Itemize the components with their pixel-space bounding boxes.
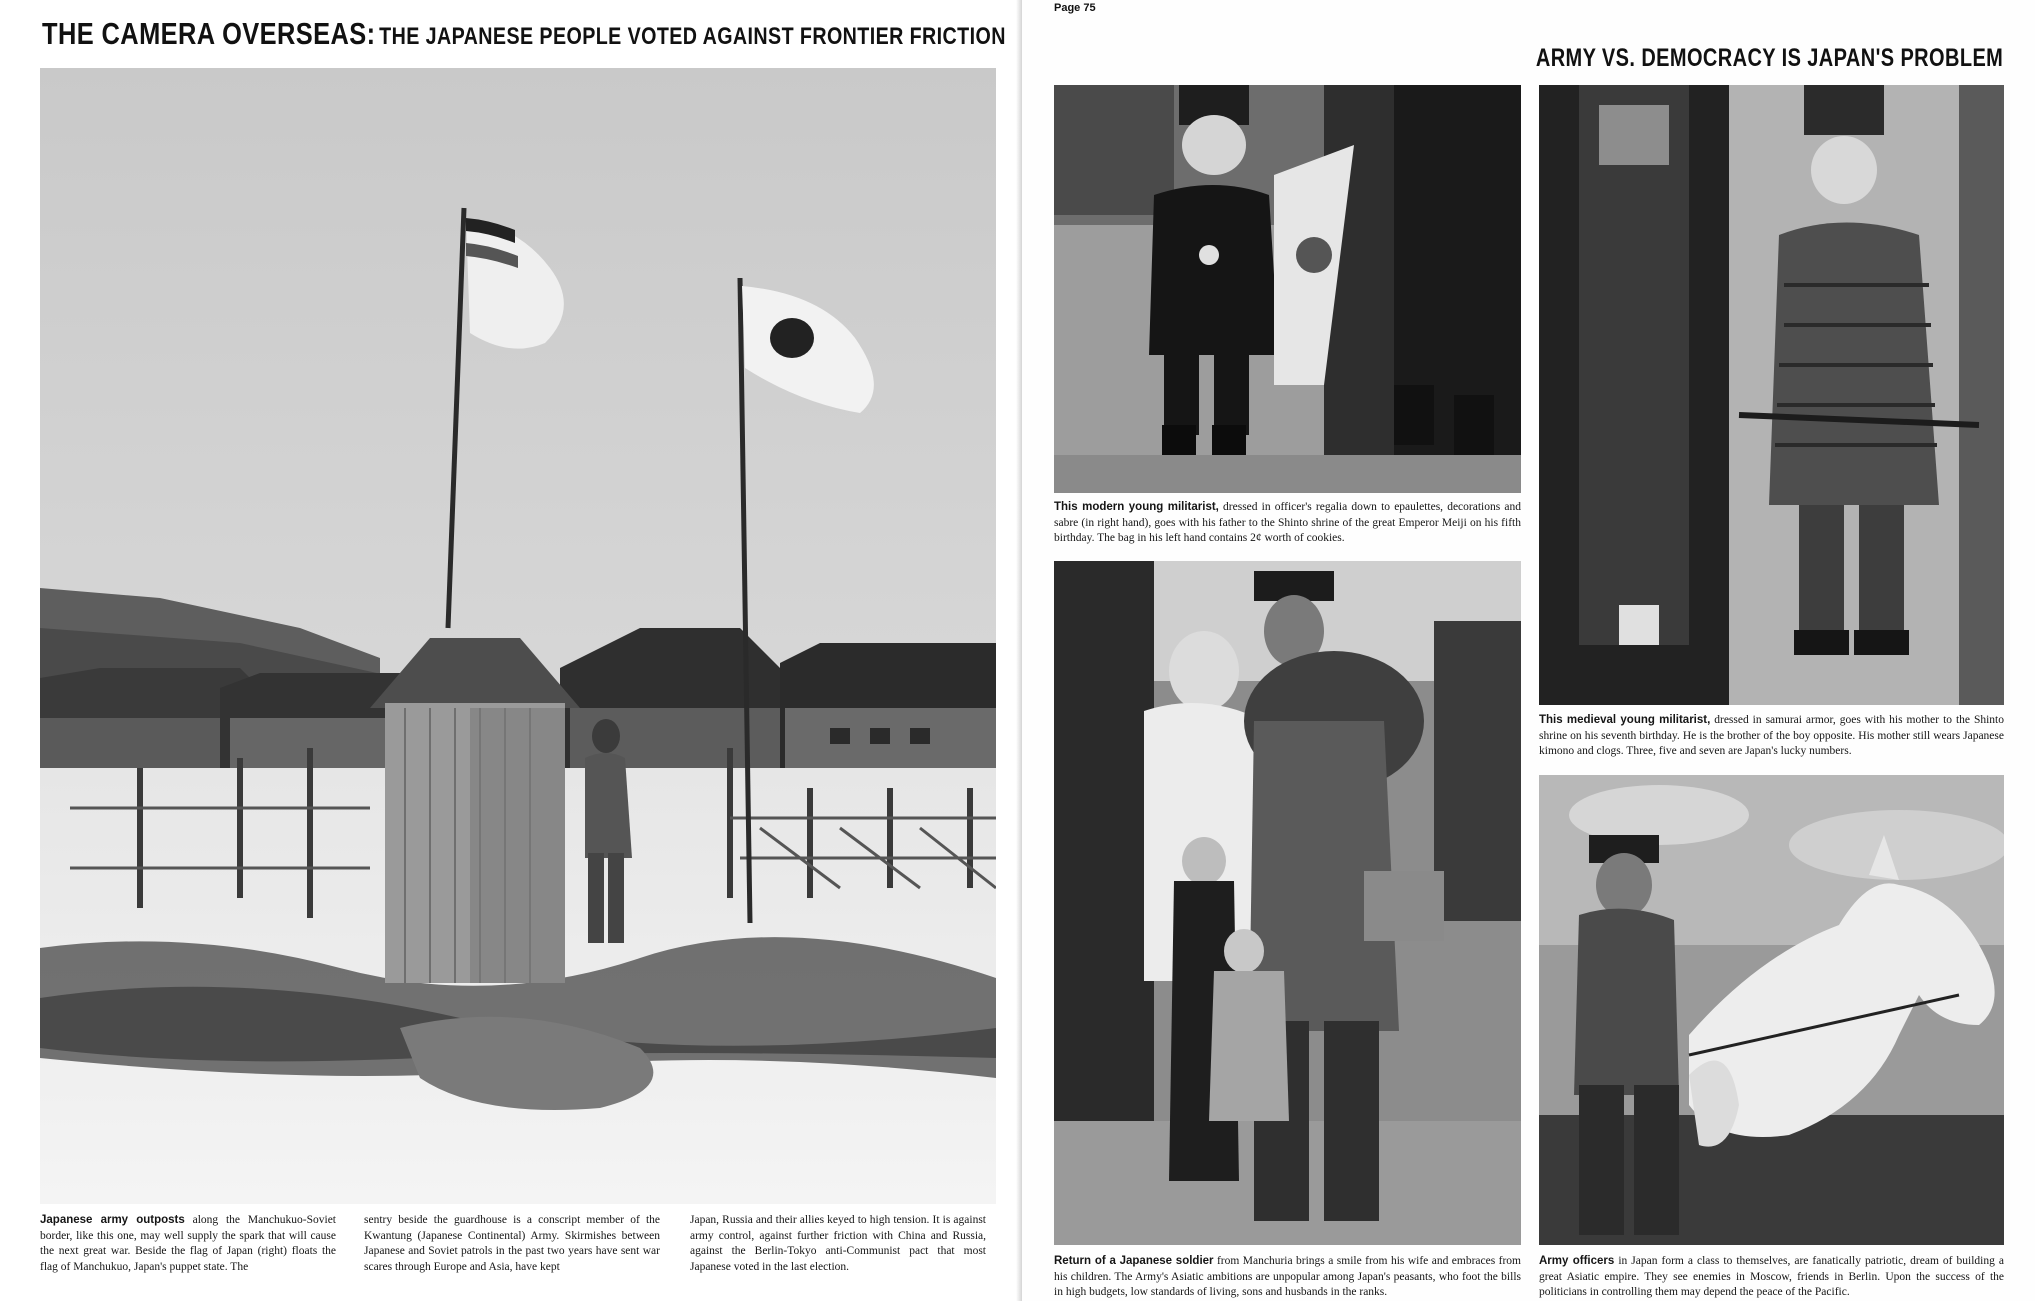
left-caption-col1-text: along the Manchukuo-Soviet border, like this one, may well supply the spark that will cause the next great war. Beside the flag of Japan (right) floats the flag of Manchukuo, Japan's puppet state. The bbox=[40, 1214, 336, 1273]
returning-soldier-photo bbox=[1054, 561, 1521, 1245]
medieval-militarist-caption-lead: This medieval young militarist, bbox=[1539, 714, 1711, 726]
army-officer-drawing bbox=[1539, 775, 2004, 1245]
outpost-photo bbox=[40, 68, 996, 1204]
left-caption-lead: Japanese army outposts bbox=[40, 1214, 185, 1226]
modern-militarist-caption-lead: This modern young militarist, bbox=[1054, 501, 1219, 513]
left-caption-col3 bbox=[690, 1213, 986, 1275]
returning-soldier-caption-lead: Return of a Japanese soldier bbox=[1054, 1255, 1214, 1267]
headline-sub: THE JAPANESE PEOPLE VOTED AGAINST FRONTIER FRICTION bbox=[379, 23, 1006, 50]
modern-militarist-caption bbox=[1054, 500, 1521, 547]
outpost-photo-drawing bbox=[40, 68, 996, 1204]
medieval-militarist-caption bbox=[1539, 713, 2004, 760]
returning-soldier-drawing bbox=[1054, 561, 1521, 1245]
army-officer-caption bbox=[1539, 1254, 2004, 1301]
page-number: Page 75 bbox=[1054, 2, 1096, 14]
left-caption-col2-text: sentry beside the guardhouse is a conscript member of the Kwantung (Japanese Continental) Army. Skirmishes between Japanese and Soviet patrols in the past two years have sent war scares through Europe and Asia, have kept bbox=[364, 1214, 660, 1273]
medieval-militarist-caption-body: dressed in samurai armor, goes with his mother to the Shinto shrine on his seventh birthday. He is the brother of the boy opposite. His mother still wears Japanese kimono and clogs. Three, five and seven are Japan's lucky numbers. bbox=[1539, 714, 2004, 757]
army-officer-caption-body: in Japan form a class to themselves, are fanatically patriotic, dream of building a great Asiatic empire. They see enemies in Moscow, friends in Berlin. Upon the success of the politicians in controlling them may depend the peace of the Pacific. bbox=[1539, 1255, 2005, 1298]
left-caption-col3-text: Japan, Russia and their allies keyed to high tension. It is against army control, against further friction with China and Russia, against the Berlin-Tokyo anti-Communist pact that most Japanese voted in the last election. bbox=[690, 1214, 986, 1273]
right-headline: ARMY VS. DEMOCRACY IS JAPAN'S PROBLEM bbox=[1535, 44, 2003, 72]
medieval-militarist-drawing bbox=[1539, 85, 2004, 705]
left-caption-col2 bbox=[364, 1213, 660, 1275]
left-headline bbox=[42, 16, 1022, 60]
modern-militarist-photo bbox=[1054, 85, 1521, 493]
medieval-militarist-photo bbox=[1539, 85, 2004, 705]
returning-soldier-caption bbox=[1054, 1254, 1521, 1301]
army-officer-caption-lead: Army officers bbox=[1539, 1255, 1615, 1267]
left-caption-col1 bbox=[40, 1213, 336, 1275]
modern-militarist-drawing bbox=[1054, 85, 1521, 493]
returning-soldier-caption-body: from Manchuria brings a smile from his wife and embraces from his children. The Army's Asiatic ambitions are unpopular among Japan's peasants, who foot the bills in high budgets, low standards of living, sons and husbands in the ranks. bbox=[1054, 1255, 1521, 1298]
army-officer-photo bbox=[1539, 775, 2004, 1245]
headline-main: THE CAMERA OVERSEAS: bbox=[42, 16, 376, 51]
modern-militarist-caption-body: dressed in officer's regalia down to epaulettes, decorations and sabre (in right hand), goes with his father to the Shinto shrine of the great Emperor Meiji on his fifth birthday. The bag in his left hand contains 2¢ worth of cookies. bbox=[1054, 501, 1521, 544]
